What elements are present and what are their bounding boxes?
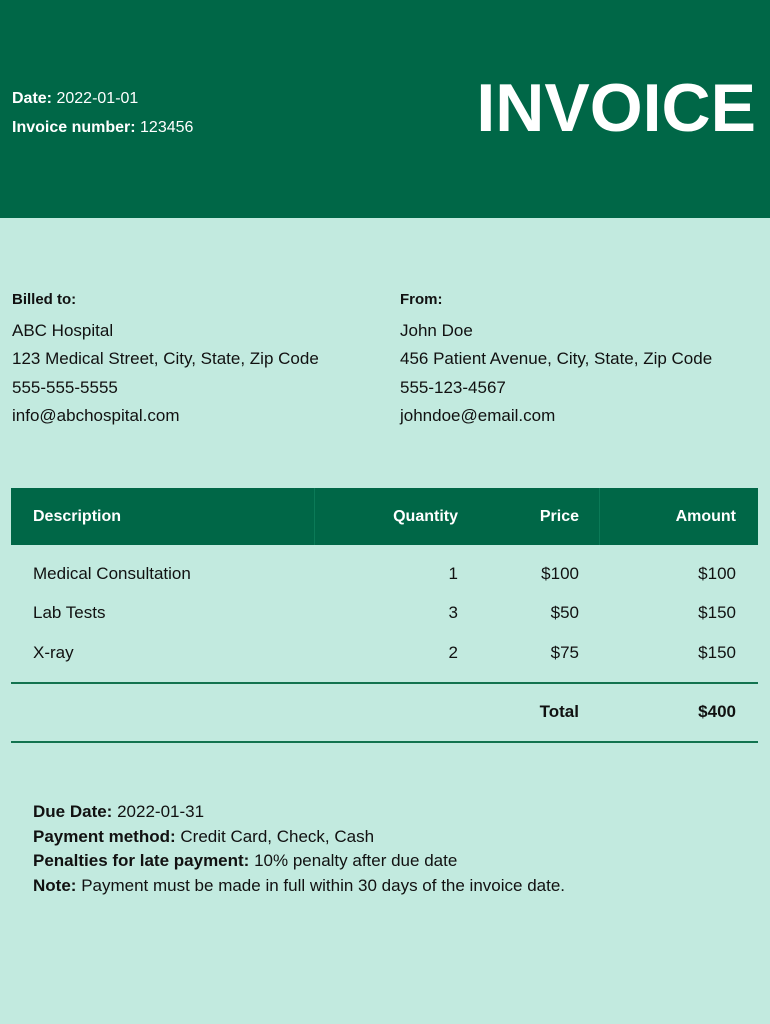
payment-method-line <box>33 825 565 850</box>
table-rule <box>11 682 758 684</box>
note-line <box>33 874 565 899</box>
table-row <box>11 593 758 633</box>
row-quantity: 1 <box>448 564 458 583</box>
row-price: $100 <box>541 564 579 583</box>
row-amount: $150 <box>698 643 736 662</box>
date-line <box>12 84 193 113</box>
from-label: From: <box>400 291 443 308</box>
invoice-title: INVOICE <box>476 70 756 146</box>
billed-to-label: Billed to: <box>12 291 77 308</box>
total-value: $400 <box>698 702 736 721</box>
header-amount: Amount <box>675 508 736 525</box>
date-label: Date: <box>12 90 53 107</box>
from-address: 456 Patient Avenue, City, State, Zip Code <box>400 349 713 368</box>
penalties-value: 10% penalty after due date <box>254 851 458 871</box>
header-quantity: Quantity <box>393 508 458 525</box>
row-description: Medical Consultation <box>33 564 191 583</box>
due-date-label: Due Date: <box>33 802 113 821</box>
invoice-number-value: 123456 <box>140 119 194 136</box>
row-description: Lab Tests <box>33 603 106 622</box>
header-divider <box>599 488 600 545</box>
table-header <box>11 488 758 545</box>
row-amount: $150 <box>698 603 736 622</box>
row-quantity: 2 <box>448 643 458 662</box>
header-divider <box>314 488 315 545</box>
due-date-line <box>33 800 565 825</box>
row-price: $75 <box>550 643 579 662</box>
total-row <box>11 692 758 732</box>
header-description: Description <box>33 508 122 525</box>
payment-method-value: Credit Card, Check, Cash <box>180 826 375 846</box>
payment-method-label: Payment method: <box>33 826 176 846</box>
from-email: johndoe@email.com <box>400 406 556 425</box>
billed-to-address: 123 Medical Street, City, State, Zip Code <box>12 349 319 368</box>
from-name: John Doe <box>400 320 473 340</box>
billed-to-email: info@abchospital.com <box>12 406 180 425</box>
row-description: X-ray <box>33 643 74 662</box>
billed-to-block <box>12 286 392 431</box>
invoice-meta <box>12 84 193 142</box>
total-label: Total <box>539 702 579 721</box>
invoice-header <box>0 0 770 218</box>
from-block <box>400 286 760 431</box>
penalties-line <box>33 849 565 874</box>
due-date-value: 2022-01-31 <box>117 802 205 821</box>
billed-to-name: ABC Hospital <box>12 320 114 340</box>
table-row <box>11 554 758 594</box>
row-price: $50 <box>550 603 579 622</box>
billed-to-phone: 555-555-5555 <box>12 377 118 397</box>
invoice-terms <box>33 800 565 898</box>
note-label: Note: <box>33 875 77 895</box>
from-phone: 555-123-4567 <box>400 377 506 397</box>
invoice-number-label: Invoice number: <box>12 119 136 136</box>
header-price: Price <box>539 508 579 525</box>
date-value: 2022-01-01 <box>56 90 139 107</box>
penalties-label: Penalties for late payment: <box>33 851 250 871</box>
row-quantity: 3 <box>448 603 458 622</box>
row-amount: $100 <box>698 564 736 583</box>
invoice-number-line <box>12 113 193 142</box>
table-row <box>11 633 758 673</box>
note-value: Payment must be made in full within 30 days of the invoice date. <box>81 875 566 895</box>
table-rule <box>11 741 758 743</box>
